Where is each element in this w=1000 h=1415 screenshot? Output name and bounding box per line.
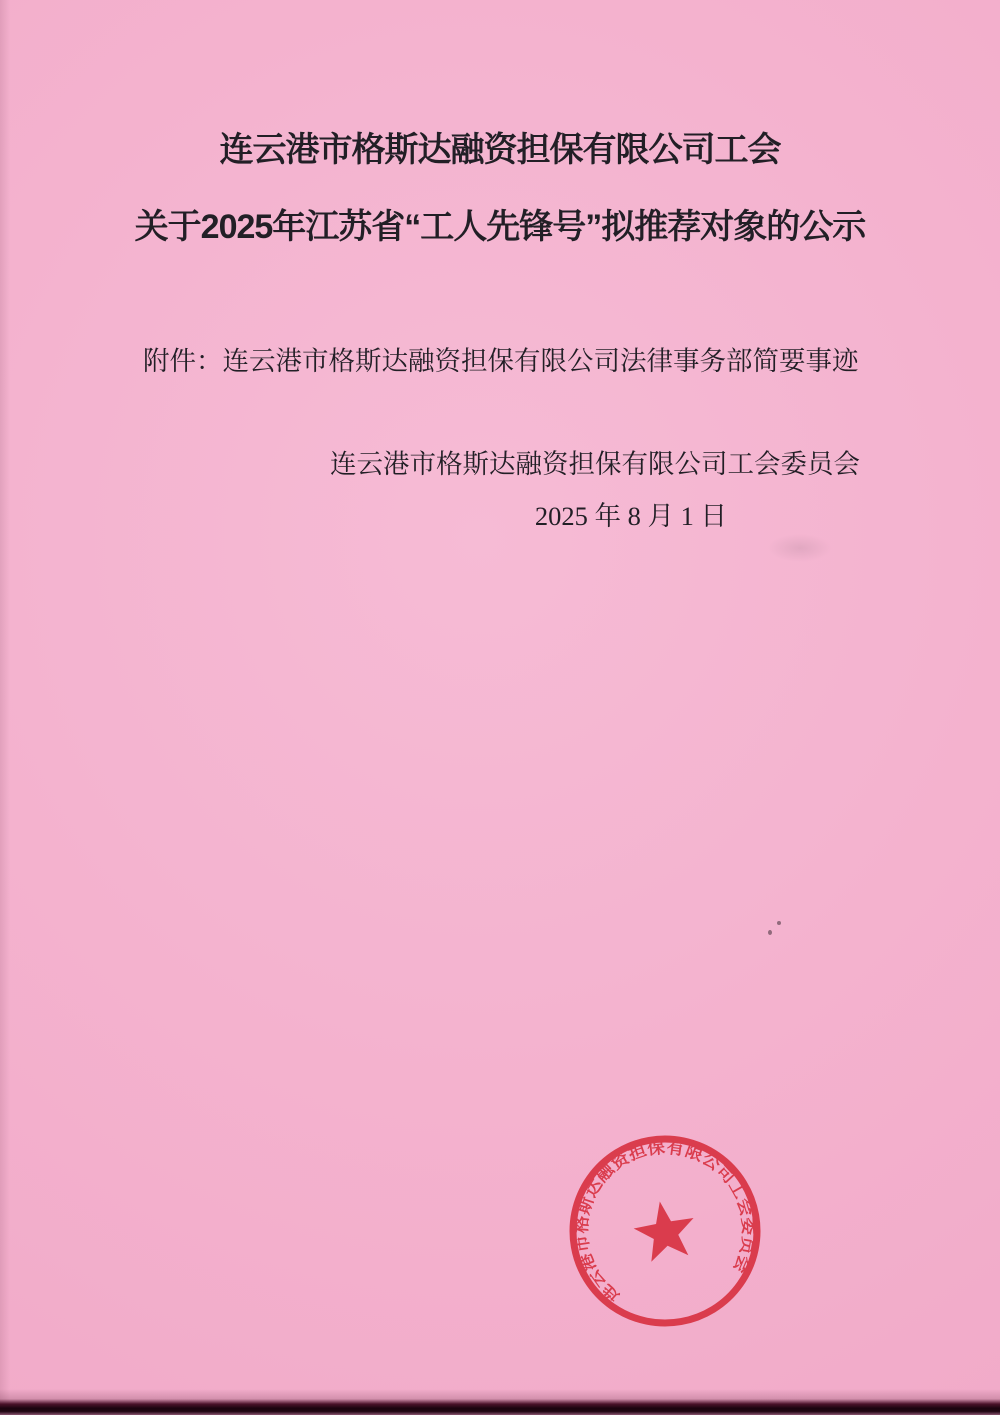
date-line: 2025 年 8 月 1 日 — [534, 501, 727, 531]
organization-title: 连云港市格斯达融资担保有限公司工会 — [219, 131, 781, 169]
scan-left-shading — [0, 0, 10, 1415]
notice-title: 关于2025年江苏省“工人先锋号”拟推荐对象的公示 — [134, 208, 866, 246]
notice-body — [143, 335, 900, 543]
seal-ring — [558, 1124, 771, 1337]
paper-smudge — [768, 534, 832, 562]
scan-bottom-edge — [0, 1389, 1000, 1415]
notice-header — [0, 0, 1000, 249]
paper-speck — [777, 921, 781, 925]
seal-circular-text: 连云港市格斯达融资担保有限公司工会委员会 — [570, 1136, 760, 1308]
attachment-line: 附件：连云港市格斯达融资担保有限公司法律事务部简要事迹 — [143, 346, 859, 376]
official-red-seal — [538, 1104, 793, 1359]
seal-star-icon — [630, 1196, 700, 1264]
paper-speck — [768, 930, 772, 935]
signature-line: 连云港市格斯达融资担保有限公司工会委员会 — [330, 448, 860, 479]
